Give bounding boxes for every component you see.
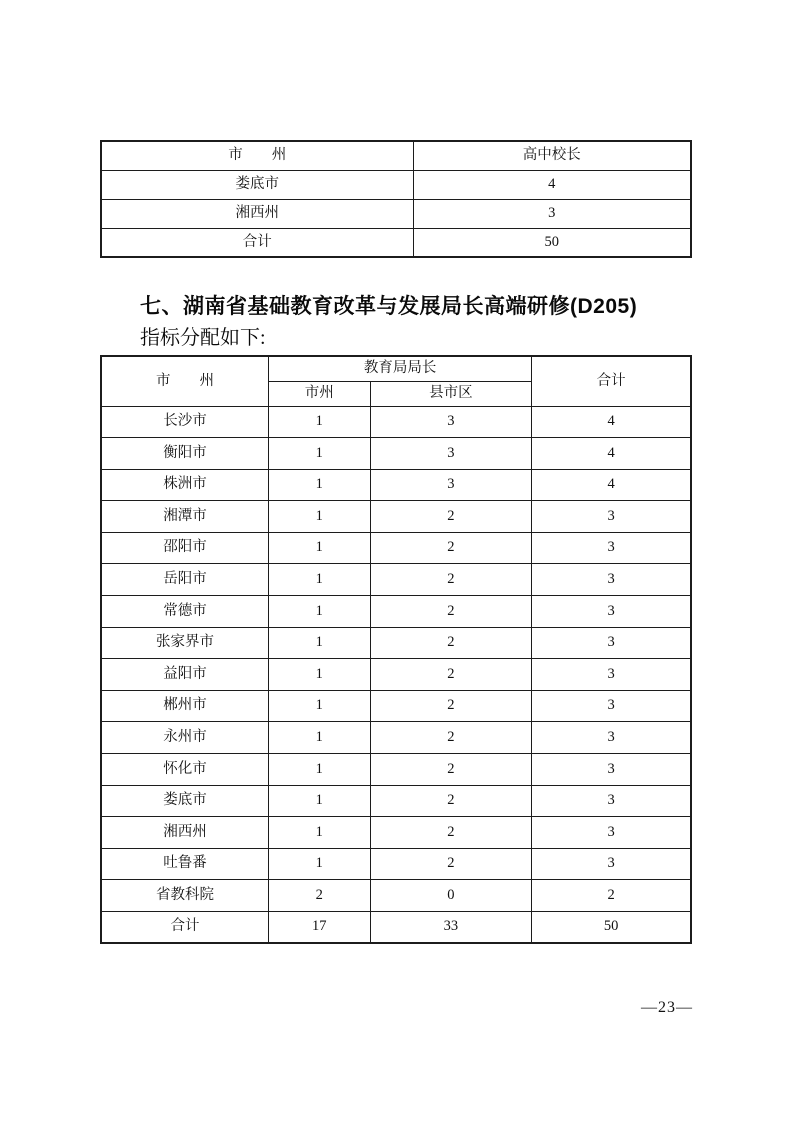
- value-cell: 1: [269, 754, 370, 786]
- region-cell: 长沙市: [101, 406, 269, 438]
- value-cell: 2: [370, 722, 532, 754]
- region-cell: 娄底市: [101, 785, 269, 817]
- value-cell: 1: [269, 817, 370, 849]
- value-cell: 2: [370, 627, 532, 659]
- region-cell: 永州市: [101, 722, 269, 754]
- value-cell: 1: [269, 785, 370, 817]
- table-row: [101, 785, 691, 817]
- table-row: [101, 912, 691, 944]
- value-cell: 0: [370, 880, 532, 912]
- value-cell: 4: [532, 406, 691, 438]
- table-row: [101, 596, 691, 628]
- region-cell: 株洲市: [101, 469, 269, 501]
- value-cell: 2: [370, 754, 532, 786]
- value-cell: 3: [532, 785, 691, 817]
- allocation-table: [100, 355, 692, 944]
- value-cell: 3: [532, 722, 691, 754]
- value-cell: 3: [532, 501, 691, 533]
- table-row: [101, 564, 691, 596]
- value-cell: 4: [532, 438, 691, 470]
- value-cell: 50: [532, 912, 691, 944]
- value-cell: 1: [269, 848, 370, 880]
- value-cell: 1: [269, 722, 370, 754]
- value-cell: 33: [370, 912, 532, 944]
- region-cell: 合计: [101, 912, 269, 944]
- allocation-header-region: 市 州: [101, 356, 269, 406]
- value-cell: 3: [370, 469, 532, 501]
- summary-header-region: 市 州: [101, 141, 413, 170]
- value-cell: 1: [269, 469, 370, 501]
- region-cell: 湘西州: [101, 199, 413, 228]
- summary-table-header-row: [101, 141, 691, 170]
- value-cell: 1: [269, 659, 370, 691]
- value-cell: 2: [269, 880, 370, 912]
- table-row: [101, 228, 691, 257]
- region-cell: 常德市: [101, 596, 269, 628]
- value-cell: 3: [370, 438, 532, 470]
- value-cell: 1: [269, 690, 370, 722]
- table-row: [101, 627, 691, 659]
- table-row: [101, 659, 691, 691]
- value-cell: 3: [413, 199, 691, 228]
- value-cell: 3: [532, 817, 691, 849]
- table-row: [101, 690, 691, 722]
- value-cell: 2: [370, 785, 532, 817]
- allocation-table-container: [100, 355, 692, 944]
- table-row: [101, 438, 691, 470]
- value-cell: 1: [269, 532, 370, 564]
- region-cell: 省教科院: [101, 880, 269, 912]
- summary-table: [100, 140, 692, 258]
- value-cell: 50: [413, 228, 691, 257]
- table-row: [101, 199, 691, 228]
- page-number: —23—: [641, 999, 693, 1016]
- region-cell: 岳阳市: [101, 564, 269, 596]
- region-cell: 怀化市: [101, 754, 269, 786]
- value-cell: 17: [269, 912, 370, 944]
- region-cell: 娄底市: [101, 170, 413, 199]
- value-cell: 1: [269, 406, 370, 438]
- table-row: [101, 469, 691, 501]
- value-cell: 1: [269, 564, 370, 596]
- allocation-header-group: 教育局局长: [269, 356, 532, 381]
- region-cell: 吐鲁番: [101, 848, 269, 880]
- value-cell: 4: [532, 469, 691, 501]
- value-cell: 2: [370, 659, 532, 691]
- value-cell: 2: [532, 880, 691, 912]
- summary-header-principal: 高中校长: [413, 141, 691, 170]
- value-cell: 3: [370, 406, 532, 438]
- table-row: [101, 722, 691, 754]
- value-cell: 1: [269, 501, 370, 533]
- value-cell: 3: [532, 848, 691, 880]
- value-cell: 2: [370, 848, 532, 880]
- value-cell: 1: [269, 438, 370, 470]
- value-cell: 2: [370, 501, 532, 533]
- region-cell: 湘潭市: [101, 501, 269, 533]
- value-cell: 2: [370, 532, 532, 564]
- table-row: [101, 848, 691, 880]
- value-cell: 2: [370, 564, 532, 596]
- value-cell: 4: [413, 170, 691, 199]
- summary-table-container: [100, 140, 692, 258]
- value-cell: 1: [269, 596, 370, 628]
- allocation-header-row-1: [101, 356, 691, 381]
- value-cell: 2: [370, 690, 532, 722]
- region-cell: 合计: [101, 228, 413, 257]
- value-cell: 3: [532, 690, 691, 722]
- value-cell: 3: [532, 532, 691, 564]
- region-cell: 衡阳市: [101, 438, 269, 470]
- table-row: [101, 817, 691, 849]
- region-cell: 益阳市: [101, 659, 269, 691]
- allocation-header-total: 合计: [532, 356, 691, 406]
- table-row: [101, 170, 691, 199]
- section-title: 七、湖南省基础教育改革与发展局长高端研修(D205): [140, 295, 638, 318]
- allocation-header-sub-county: 县市区: [370, 381, 532, 406]
- value-cell: 3: [532, 596, 691, 628]
- value-cell: 2: [370, 596, 532, 628]
- table-row: [101, 406, 691, 438]
- value-cell: 3: [532, 754, 691, 786]
- value-cell: 3: [532, 564, 691, 596]
- region-cell: 邵阳市: [101, 532, 269, 564]
- value-cell: 2: [370, 817, 532, 849]
- section-heading-block: [100, 291, 740, 354]
- region-cell: 湘西州: [101, 817, 269, 849]
- region-cell: 张家界市: [101, 627, 269, 659]
- value-cell: 3: [532, 627, 691, 659]
- value-cell: 1: [269, 627, 370, 659]
- table-row: [101, 880, 691, 912]
- region-cell: 郴州市: [101, 690, 269, 722]
- table-row: [101, 754, 691, 786]
- allocation-header-sub-city: 市州: [269, 381, 370, 406]
- table-row: [101, 532, 691, 564]
- table-row: [101, 501, 691, 533]
- section-subtitle: 指标分配如下:: [140, 327, 266, 349]
- value-cell: 3: [532, 659, 691, 691]
